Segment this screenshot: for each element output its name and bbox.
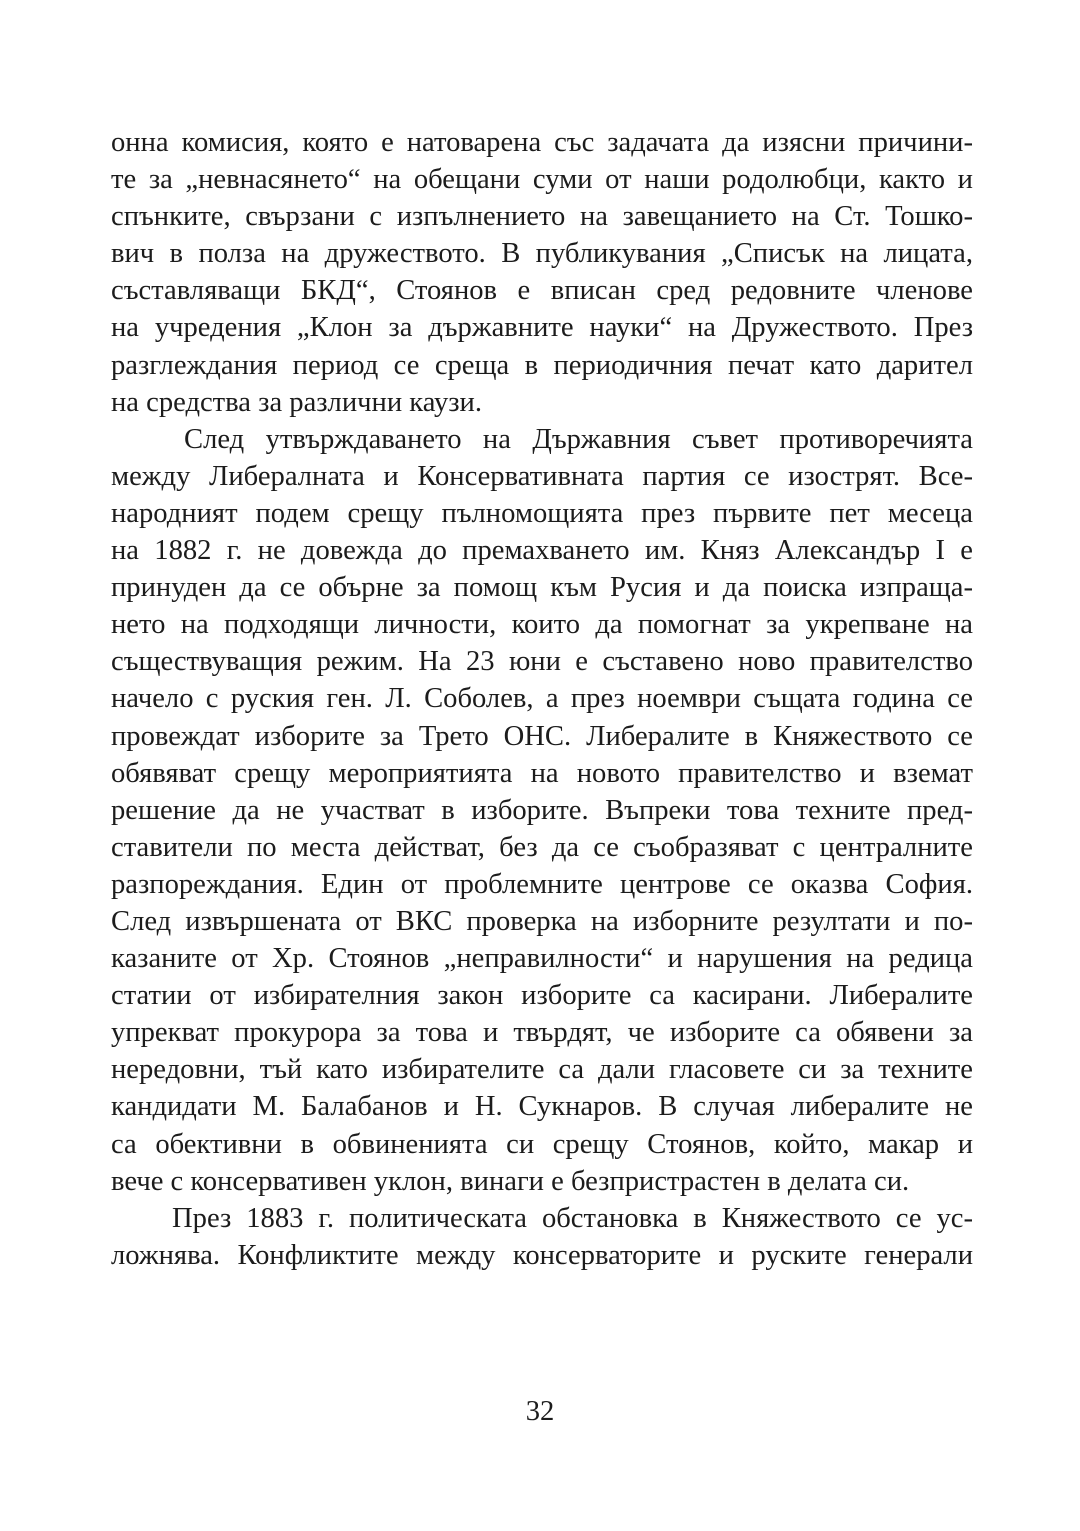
text-line: на 1882 г. не довежда до премахването им. Княз Александър I е	[111, 535, 973, 567]
text-line: упрекват прокурора за това и твърдят, че изборите са обявени за	[111, 1017, 973, 1049]
text-line: съставляващи БКД“, Стоянов е вписан сред редовните членове	[111, 275, 973, 307]
text-line: вече с консервативен уклон, винаги е безпристрастен в делата си.	[111, 1165, 910, 1197]
text-line: статии от избирателния закон изборите са касирани. Либералите	[111, 980, 973, 1012]
text-line: кандидати М. Балабанов и Н. Сукнаров. В случая либералите не	[111, 1091, 973, 1123]
paragraph-2	[111, 421, 973, 1200]
paragraph-3	[111, 1200, 973, 1274]
text-line: През 1883 г. политическата обстановка в Княжеството се ус-	[172, 1202, 973, 1234]
text-line: между Либералната и Консервативната партия се изострят. Все-	[111, 460, 973, 492]
text-line: на учредения „Клон за държавните науки“ на Дружеството. През	[111, 312, 973, 344]
text-line: те за „невнасянето“ на обещани суми от наши родолюбци, както и	[111, 164, 973, 196]
text-line: спънките, свързани с изпълнението на завещанието на Ст. Тошко-	[111, 201, 973, 233]
text-line: принуден да се обърне за помощ към Русия и да поиска изпраща-	[111, 572, 973, 604]
text-line: След утвърждаването на Държавния съвет противоречията	[184, 423, 973, 455]
text-line: обявяват срещу мероприятията на новото правителство и вземат	[111, 757, 973, 789]
text-line: съществуващия режим. На 23 юни е съставено ново правителство	[111, 646, 973, 678]
page-number: 32	[525, 1396, 555, 1427]
body-text	[111, 124, 973, 1274]
text-line: народният подем срещу пълномощията през първите пет месеца	[111, 497, 973, 529]
text-line: онна комисия, която е натоварена със задачата да изясни причини-	[111, 127, 973, 158]
text-line: са обективни в обвиненията си срещу Стоянов, който, макар и	[111, 1128, 973, 1160]
text-line: начело с руския ген. Л. Соболев, а през ноември същата година се	[111, 683, 973, 715]
text-line: казаните от Хр. Стоянов „неправилности“ и нарушения на редица	[111, 943, 973, 975]
text-line: разпореждания. Един от проблемните центрове се оказва София.	[111, 868, 973, 900]
text-line: нередовни, тъй като избирателите са дали гласовете си за техните	[111, 1054, 973, 1086]
text-line: вич в полза на дружеството. В публикувания „Списък на лицата,	[111, 238, 973, 270]
text-line: решение да не участват в изборите. Въпреки това техните пред-	[111, 794, 973, 826]
text-line: на средства за различни каузи.	[111, 386, 483, 418]
text-line: ложнява. Конфликтите между консерваторите и руските генерали	[111, 1239, 973, 1271]
text-line: провеждат изборите за Трето ОНС. Либералите в Княжеството се	[111, 720, 973, 752]
text-line: нето на подходящи личности, които да помогнат за укрепване на	[111, 609, 973, 641]
text-line: разглеждания период се среща в периодичния печат като дарител	[111, 349, 973, 381]
text-line: След извършената от ВКС проверка на изборните резултати и по-	[111, 905, 973, 937]
text-line: ставители по места действат, без да се съобразяват с централните	[111, 831, 973, 863]
paragraph-1	[111, 124, 973, 421]
